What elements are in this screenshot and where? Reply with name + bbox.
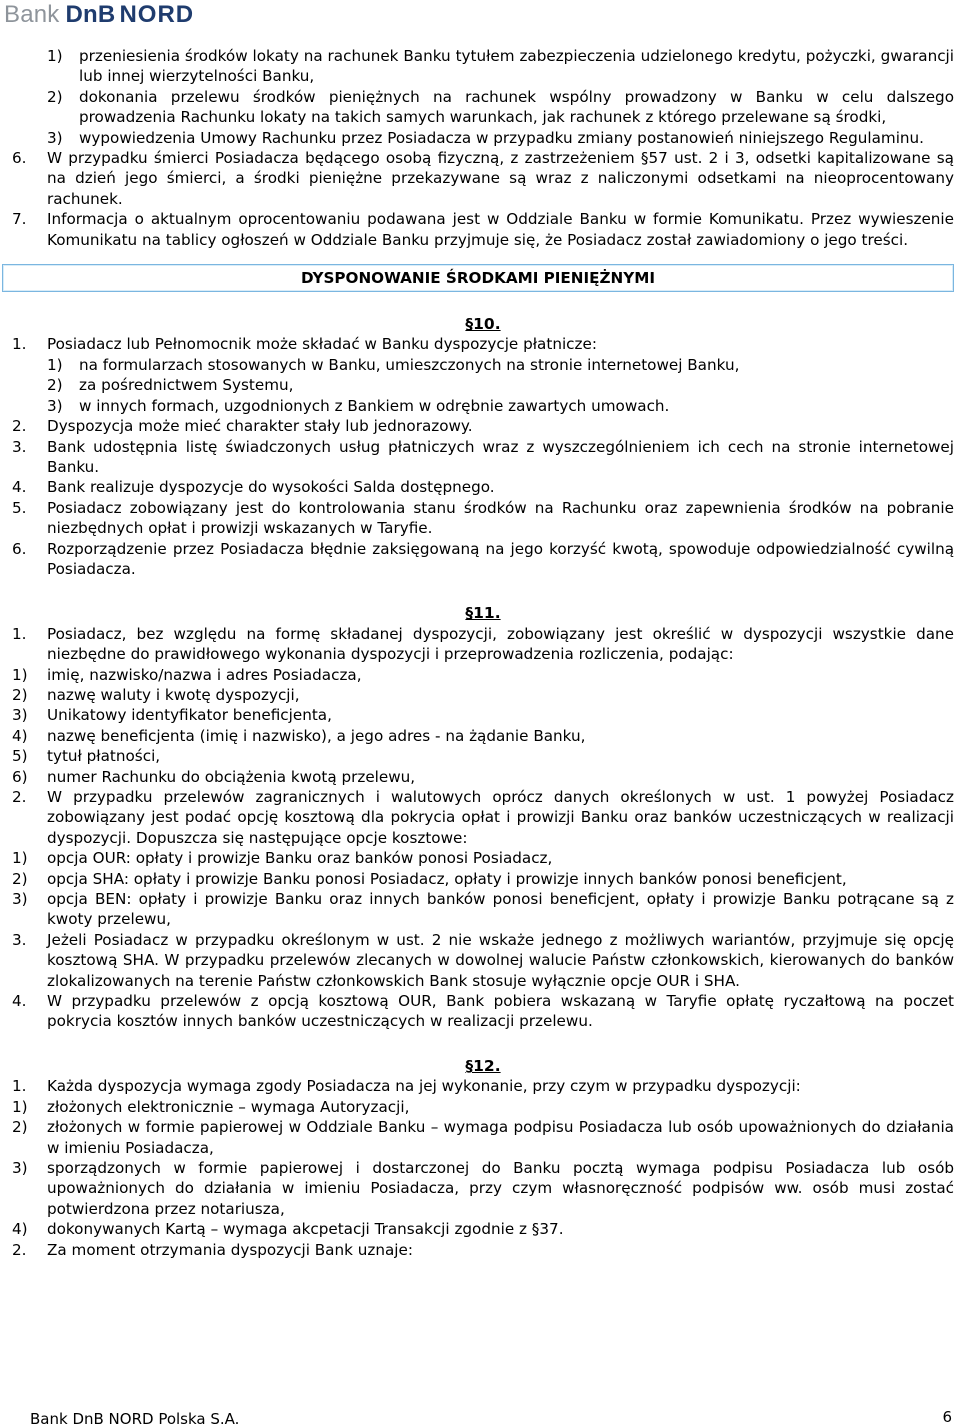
logo-dnb-text: DnB xyxy=(65,1,116,28)
list-item: 1) opcja OUR: opłaty i prowizje Banku oraz banków ponosi Posiadacz, xyxy=(12,849,553,868)
list-item: 7. Informacja o aktualnym oprocentowaniu podawana jest w Oddziale Banku w formie Komunikatu. Przez wywieszenie Komunikatu na tablicy ogłoszeń w Oddziale Banku przyjmuje się, że Posiadacz został zawiadomiony o jego treści. xyxy=(12,210,954,249)
document-body xyxy=(12,46,954,1260)
list-item: 5) tytuł płatności, xyxy=(12,747,161,766)
footer-company: Bank DnB NORD Polska S.A. xyxy=(30,1410,240,1428)
list-item: 1) złożonych elektronicznie – wymaga Autoryzacji, xyxy=(12,1097,410,1116)
list-item: 4. W przypadku przelewów z opcją kosztową OUR, Bank pobiera wskazaną w Taryfie opłatę ryczałtową na poczet pokrycia kosztów innych banków uczestniczących w realizacji przelewu. xyxy=(12,992,954,1031)
logo-nord-text: NORD xyxy=(119,1,195,28)
list-item: 1. Każda dyspozycja wymaga zgody Posiadacza na jej wykonanie, przy czym w przypadku dyspozycji: xyxy=(12,1077,801,1096)
list-item: 4. Bank realizuje dyspozycje do wysokości Salda dostępnego. xyxy=(12,478,495,497)
list-item: 2) dokonania przelewu środków pieniężnych na rachunek wspólny prowadzony w Banku w celu dalszego prowadzenia Rachunku lokaty na takich samych warunkach, jak rachunek z którego przelewane są środki, xyxy=(47,87,954,127)
paragraph-title: §12. xyxy=(465,1056,501,1075)
list-item: 2) za pośrednictwem Systemu, xyxy=(47,376,294,395)
list-item: 5. Posiadacz zobowiązany jest do kontrolowania stanu środków na Rachunku oraz zapewnienia środków na pobranie niezbędnych opłat i prowizji wskazanych w Taryfie. xyxy=(12,498,954,538)
list-item: 3) wypowiedzenia Umowy Rachunku przez Posiadacza w przypadku zmiany postanowień niniejszego Regulaminu. xyxy=(47,128,924,147)
page-number: 6 xyxy=(942,1408,952,1426)
list-item: 2. Za moment otrzymania dyspozycji Bank uznaje: xyxy=(12,1240,413,1259)
bank-logo xyxy=(4,2,194,28)
paragraph-title: §10. xyxy=(465,315,501,334)
list-item: 3) sporządzonych w formie papierowej i dostarczonej do Banku pocztą wymaga podpisu Posiadacza lub osób upoważnionych do działania w imieniu Posiadacza, przy czym własnoręczność podpisów ww. osób musi zostać potwierdzona przez notariusza, xyxy=(12,1158,954,1218)
list-item: 3. Jeżeli Posiadacz w przypadku określonym w ust. 2 nie wskaże jednego z możliwych wariantów, przyjmuje się opcję kosztową SHA. W przypadku przelewów zlecanych w dowolnej walucie Państw członkowskich, kierowanych do banków zlokalizowanych na terenie Państw członkowskich Bank stosuje wyłącznie opcje OUR i SHA. xyxy=(12,930,954,990)
list-item: 1) przeniesienia środków lokaty na rachunek Banku tytułem zabezpieczenia udzielonego kredytu, pożyczki, gwarancji lub innej wierzytelności Banku, xyxy=(47,47,954,86)
list-item: 3) w innych formach, uzgodnionych z Bankiem w odrębnie zawartych umowach. xyxy=(47,396,670,415)
list-item: 1. Posiadacz lub Pełnomocnik może składać w Banku dyspozycje płatnicze: xyxy=(12,335,597,354)
list-item: 3) Unikatowy identyfikator beneficjenta, xyxy=(12,706,332,725)
list-item: 2. Dyspozycja może mieć charakter stały lub jednorazowy. xyxy=(12,417,473,436)
paragraph-title: §11. xyxy=(465,604,501,623)
list-item: 1) na formularzach stosowanych w Banku, umieszczonych na stronie internetowej Banku, xyxy=(47,355,740,374)
list-item: 1. Posiadacz, bez względu na formę składanej dyspozycji, zobowiązany jest określić w dyspozycji wszystkie dane niezbędne do prawidłowego wykonania dyspozycji i przeprowadzenia rozliczenia, podając: xyxy=(12,624,954,664)
list-item: 4) dokonywanych Kartą – wymaga akcpetacji Transakcji zgodnie z §37. xyxy=(12,1220,564,1239)
list-item: 1) imię, nazwisko/nazwa i adres Posiadacza, xyxy=(12,665,362,684)
section-heading: DYSPONOWANIE ŚRODKAMI PIENIĘŻNYMI xyxy=(2,264,954,292)
list-item: 6) numer Rachunku do obciążenia kwotą przelewu, xyxy=(12,767,416,786)
list-item: 3) opcja BEN: opłaty i prowizje Banku oraz innych banków ponosi beneficjent, opłaty i prowizje Banku potrącane są z kwoty przelewu, xyxy=(12,890,954,929)
list-item: 2) opcja SHA: opłaty i prowizje Banku ponosi Posiadacz, opłaty i prowizje innych banków ponosi beneficjent, xyxy=(12,869,847,888)
list-item: 2) złożonych w formie papierowej w Oddziale Banku – wymaga podpisu Posiadacza lub osób upoważnionych do działania w imieniu Posiadacza, xyxy=(12,1118,954,1157)
list-item: 2. W przypadku przelewów zagranicznych i walutowych oprócz danych określonych w ust. 1 powyżej Posiadacz zobowiązany jest podać opcję kosztową dla pokrycia opłat i prowizji Banku oraz banków uczestniczących w realizacji dyspozycji. Dopuszcza się następujące opcje kosztowe: xyxy=(12,788,954,847)
list-item: 2) nazwę waluty i kwotę dyspozycji, xyxy=(12,685,300,704)
list-item: 6. W przypadku śmierci Posiadacza będącego osobą fizyczną, z zastrzeżeniem §57 ust. 2 i 3, odsetki kapitalizowane są na dzień jego śmierci, a środki pieniężne przekazywane są wraz z naliczonymi odsetkami na nieoprocentowany rachunek. xyxy=(12,149,954,208)
list-item: 3. Bank udostępnia listę świadczonych usług płatniczych wraz z wyszczególnieniem ich cech na stronie internetowej Banku. xyxy=(12,437,954,476)
logo-bank-text: Bank xyxy=(4,1,60,28)
list-item: 4) nazwę beneficjenta (imię i nazwisko), a jego adres - na żądanie Banku, xyxy=(12,726,586,745)
list-item: 6. Rozporządzenie przez Posiadacza błędnie zaksięgowaną na jego korzyść kwotą, spowoduje odpowiedzialność cywilną Posiadacza. xyxy=(12,539,954,578)
